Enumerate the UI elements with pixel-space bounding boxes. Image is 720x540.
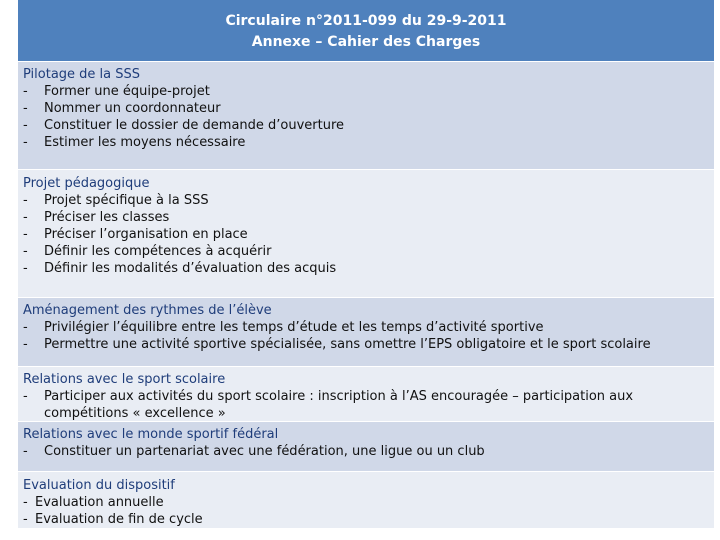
bullet-dash: - <box>23 135 28 150</box>
section-title: Aménagement des rythmes de l’élève <box>23 303 272 318</box>
bullet-dash: - <box>23 101 28 116</box>
list-item: - Préciser l’organisation en place <box>23 227 248 242</box>
bullet-dash: - <box>23 193 28 208</box>
table-header <box>18 0 714 61</box>
section-sport-scolaire <box>18 366 714 421</box>
list-item: - Participer aux activités du sport scolaire : inscription à l’AS encouragée – participation aux compétitions « excellence » <box>23 389 634 421</box>
list-item: - Evaluation de fin de cycle <box>23 512 203 527</box>
list-item: - Définir les compétences à acquérir <box>23 244 272 259</box>
section-amenagement-rythmes <box>18 297 714 366</box>
section-title: Pilotage de la SSS <box>23 67 141 82</box>
header-circular-reference: Circulaire n°2011-099 du 29-9-2011 <box>225 13 507 29</box>
bullet-dash: - <box>23 227 28 242</box>
section-pilotage <box>18 61 714 169</box>
list-item: - Projet spécifique à la SSS <box>23 193 209 208</box>
cahier-des-charges-table <box>17 0 715 528</box>
bullet-dash: - <box>23 444 28 459</box>
list-item: - Privilégier l’équilibre entre les temps d’étude et les temps d’activité sportive <box>23 320 544 335</box>
bullet-dash: - <box>23 512 28 527</box>
bullet-dash: - <box>23 244 28 259</box>
bullet-dash: - <box>23 389 28 404</box>
list-item: - Définir les modalités d’évaluation des acquis <box>23 261 337 276</box>
bullet-dash: - <box>23 261 28 276</box>
section-evaluation <box>18 471 714 528</box>
list-item: - Estimer les moyens nécessaire <box>23 135 246 150</box>
bullet-dash: - <box>23 210 28 225</box>
bullet-dash: - <box>23 84 28 99</box>
section-projet-pedagogique <box>18 169 714 297</box>
list-item: - Former une équipe-projet <box>23 84 210 99</box>
section-title: Evaluation du dispositif <box>23 478 175 493</box>
bullet-dash: - <box>23 118 28 133</box>
list-item: - Préciser les classes <box>23 210 170 225</box>
bullet-dash: - <box>23 495 28 510</box>
section-title: Relations avec le sport scolaire <box>23 372 226 387</box>
list-item: - Nommer un coordonnateur <box>23 101 221 116</box>
list-item: - Permettre une activité sportive spécialisée, sans omettre l’EPS obligatoire et le sport scolaire <box>23 337 651 352</box>
list-item: - Constituer le dossier de demande d’ouverture <box>23 118 345 133</box>
header-annex-title: Annexe – Cahier des Charges <box>251 34 481 50</box>
bullet-dash: - <box>23 320 28 335</box>
list-item: - Constituer un partenariat avec une fédération, une ligue ou un club <box>23 444 485 459</box>
section-title: Relations avec le monde sportif fédéral <box>23 427 279 442</box>
section-monde-sportif <box>18 421 714 471</box>
bullet-dash: - <box>23 337 28 352</box>
section-title: Projet pédagogique <box>23 176 150 191</box>
list-item: - Evaluation annuelle <box>23 495 164 510</box>
